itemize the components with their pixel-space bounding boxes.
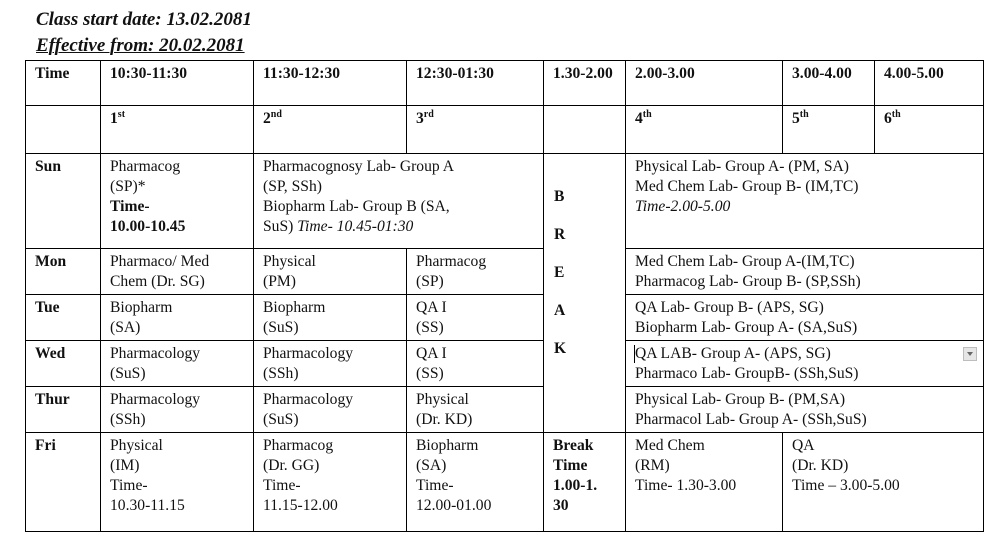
fri-class-2: Pharmacog (Dr. GG) Time- 11.15-12.00 [254, 433, 407, 532]
day-label: Thur [26, 387, 101, 433]
sun-class-1: Pharmacog (SP)* Time- 10.00-10.45 [101, 154, 254, 249]
tue-class-3: QA I (SS) [407, 295, 544, 341]
effective-from-date: Effective from: 20.02.2081 [36, 35, 245, 56]
day-label: Fri [26, 433, 101, 532]
wed-class-3: QA I (SS) [407, 341, 544, 387]
fri-class-4: Med Chem (RM) Time- 1.30-3.00 [626, 433, 783, 532]
fri-class-5: QA (Dr. KD) Time – 3.00-5.00 [783, 433, 984, 532]
period-1: 1st [101, 106, 254, 154]
tue-class-1: Biopharm (SA) [101, 295, 254, 341]
row-thu [26, 387, 984, 433]
row-mon [26, 249, 984, 295]
day-label: Sun [26, 154, 101, 249]
slot-header: 10:30-11:30 [101, 61, 254, 106]
time-header: Time [26, 61, 101, 106]
mon-class-3: Pharmacog (SP) [407, 249, 544, 295]
timetable [25, 60, 984, 532]
fri-class-1: Physical (IM) Time- 10.30-11.15 [101, 433, 254, 532]
tue-afternoon-labs: QA Lab- Group B- (APS, SG) Biopharm Lab- Group A- (SA,SuS) [626, 295, 984, 341]
day-label: Mon [26, 249, 101, 295]
wed-class-1: Pharmacology (SuS) [101, 341, 254, 387]
mon-afternoon-labs: Med Chem Lab- Group A-(IM,TC) Pharmacog Lab- Group B- (SP,SSh) [626, 249, 984, 295]
period-5: 5th [783, 106, 875, 154]
empty-cell [26, 106, 101, 154]
thu-class-2: Pharmacology (SuS) [254, 387, 407, 433]
mon-class-1: Pharmaco/ Med Chem (Dr. SG) [101, 249, 254, 295]
fri-break-time: Break Time 1.00-1. 30 [544, 433, 626, 532]
row-fri [26, 433, 984, 532]
slot-header: 12:30-01:30 [407, 61, 544, 106]
wed-class-2: Pharmacology (SSh) [254, 341, 407, 387]
period-3: 3rd [407, 106, 544, 154]
period-2: 2nd [254, 106, 407, 154]
row-tue [26, 295, 984, 341]
wed-afternoon-labs[interactable]: QA LAB- Group A- (APS, SG) Pharmaco Lab- GroupB- (SSh,SuS) [626, 341, 984, 387]
empty-cell [544, 106, 626, 154]
thu-afternoon-labs: Physical Lab- Group B- (PM,SA) Pharmacol Lab- Group A- (SSh,SuS) [626, 387, 984, 433]
dropdown-arrow-icon[interactable] [963, 347, 977, 361]
class-start-date: Class start date: 13.02.2081 [36, 9, 252, 30]
thu-class-1: Pharmacology (SSh) [101, 387, 254, 433]
day-label: Wed [26, 341, 101, 387]
sun-lab-block: Pharmacognosy Lab- Group A (SP, SSh) Biopharm Lab- Group B (SA, SuS) Time- 10.45-01:30 [254, 154, 544, 249]
period-6: 6th [875, 106, 984, 154]
slot-header: 1.30-2.00 [544, 61, 626, 106]
thu-class-3: Physical (Dr. KD) [407, 387, 544, 433]
slot-header: 4.00-5.00 [875, 61, 984, 106]
tue-class-2: Biopharm (SuS) [254, 295, 407, 341]
row-sun [26, 154, 984, 249]
mon-class-2: Physical (PM) [254, 249, 407, 295]
day-label: Tue [26, 295, 101, 341]
row-wed [26, 341, 984, 387]
slot-header: 3.00-4.00 [783, 61, 875, 106]
period-4: 4th [626, 106, 783, 154]
fri-class-3: Biopharm (SA) Time- 12.00-01.00 [407, 433, 544, 532]
break-column: B R E A K [544, 154, 626, 433]
sun-afternoon-labs: Physical Lab- Group A- (PM, SA) Med Chem Lab- Group B- (IM,TC) Time-2.00-5.00 [626, 154, 984, 249]
slot-header: 2.00-3.00 [626, 61, 783, 106]
slot-header: 11:30-12:30 [254, 61, 407, 106]
header-row-periods [26, 106, 984, 154]
text-cursor [634, 345, 635, 363]
header-row-times [26, 61, 984, 106]
